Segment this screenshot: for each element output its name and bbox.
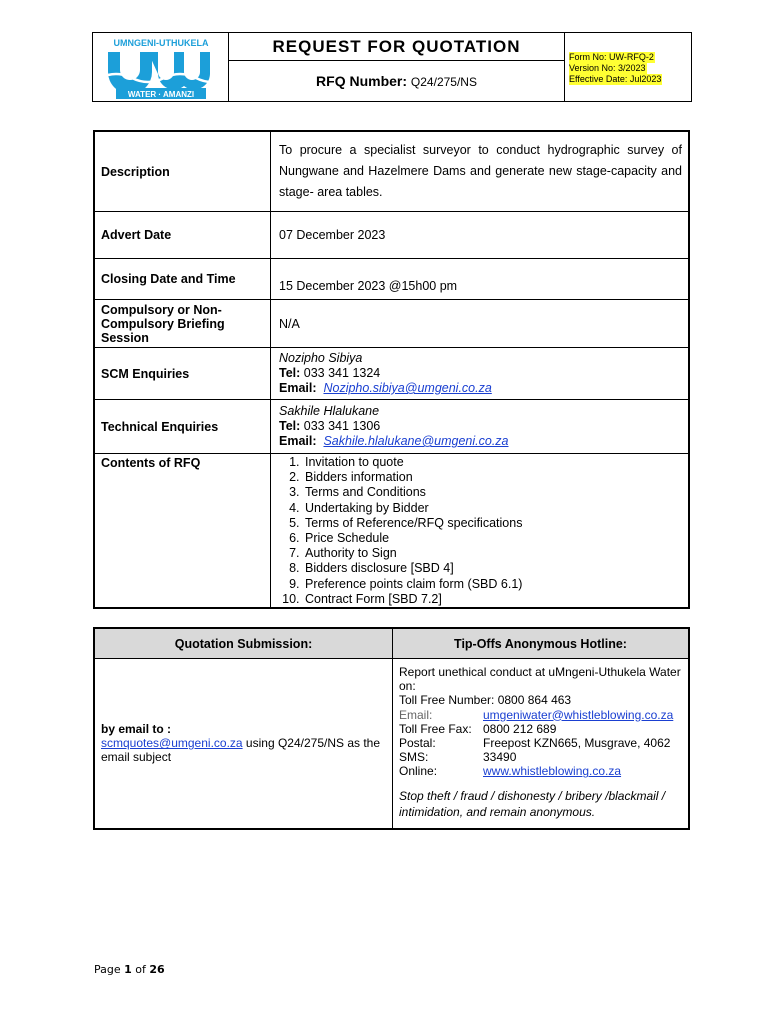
- scm-email-label: Email:: [279, 381, 317, 395]
- rfq-number-value: Q24/275/NS: [410, 75, 477, 89]
- hotline-online-label: Online:: [399, 764, 438, 779]
- table-row: [94, 454, 689, 609]
- hotline-postal-label: Postal:: [399, 736, 436, 751]
- document-header: [92, 32, 692, 102]
- submission-hotline-table: [93, 627, 690, 830]
- form-meta-cell: [565, 33, 691, 101]
- effective-date: Effective Date: Jul2023: [569, 74, 662, 84]
- hotline-postal-value: Freepost KZN665, Musgrave, 4062: [483, 736, 671, 751]
- hotline-cell: [393, 659, 690, 829]
- hotline-intro: Report unethical conduct at uMngeni-Uthukela Water on:: [399, 665, 681, 694]
- tech-email-link[interactable]: Sakhile.hlalukane@umgeni.co.za: [323, 434, 509, 448]
- scm-enquiries-label: SCM Enquiries: [94, 348, 271, 400]
- tech-tel-line: [279, 419, 682, 434]
- submission-email-link[interactable]: scmquotes@umgeni.co.za: [101, 736, 243, 751]
- logo-org-name: UMNGENI-UTHUKELA: [113, 38, 209, 48]
- submission-instruction: [101, 736, 386, 764]
- list-item: 8. Bidders disclosure [SBD 4]: [303, 561, 682, 576]
- hotline-fax-value: 0800 212 689: [483, 721, 557, 736]
- briefing-label: Compulsory or Non-Compulsory Briefing Session: [94, 300, 271, 348]
- page-total: 26: [149, 963, 165, 976]
- hotline-email-link[interactable]: umgeniwater@whistleblowing.co.za: [483, 707, 674, 722]
- list-item: 1. Invitation to quote: [303, 455, 682, 470]
- hotline-fax-label: Toll Free Fax:: [399, 721, 472, 736]
- table-row: [94, 300, 689, 348]
- scm-tel: 033 341 1324: [303, 366, 381, 380]
- tech-tel-label: Tel:: [279, 419, 301, 433]
- table-header-row: [94, 628, 689, 659]
- scm-email-link[interactable]: Nozipho.sibiya@umgeni.co.za: [323, 381, 492, 395]
- table-row: [94, 659, 689, 829]
- scm-enquiries-value: [271, 348, 690, 400]
- rfq-details-table: [93, 130, 690, 609]
- umngeni-uthukela-logo: [94, 34, 228, 100]
- tech-email-line: [279, 434, 682, 449]
- hotline-sms-row: [399, 750, 682, 764]
- closing-date-value: 15 December 2023 @15h00 pm: [271, 259, 690, 300]
- document-title: REQUEST FOR QUOTATION: [229, 33, 564, 61]
- contents-value: [271, 454, 690, 609]
- logo-tagline: WATER · AMANZI: [127, 90, 195, 99]
- table-row: [94, 131, 689, 212]
- hotline-sms-label: SMS:: [399, 750, 429, 765]
- title-cell: [229, 33, 565, 101]
- hotline-closing-note: Stop theft / fraud / dishonesty / bribery /blackmail / intimidation, and remain anonymous.: [399, 788, 666, 819]
- advert-date-label: Advert Date: [94, 212, 271, 259]
- by-email-label: by email to :: [101, 722, 172, 737]
- hotline-toll-free: Toll Free Number: 0800 864 463: [399, 693, 572, 708]
- table-row: [94, 259, 689, 300]
- list-item: 2. Bidders information: [303, 470, 682, 485]
- page-current: 1: [124, 963, 132, 976]
- briefing-value: N/A: [271, 300, 690, 348]
- submission-cell: [94, 659, 393, 829]
- description-text: To procure a specialist surveyor to conduct hydrographic survey of Nungwane and Hazelmere Dams and generate new stage-capacity and stage- area tables.: [279, 143, 682, 199]
- hotline-fax-row: [399, 722, 682, 736]
- list-item: 9. Preference points claim form (SBD 6.1): [303, 577, 682, 592]
- scm-email-line: [279, 381, 682, 396]
- scm-tel-line: [279, 366, 682, 381]
- list-item: 6. Price Schedule: [303, 531, 682, 546]
- hotline-sms-value: 33490: [483, 750, 517, 765]
- quotation-submission-header: Quotation Submission:: [94, 628, 393, 659]
- contents-list: [279, 455, 682, 607]
- hotline-online-link[interactable]: www.whistleblowing.co.za: [483, 764, 622, 779]
- page-of: of: [135, 963, 146, 976]
- list-item: 4. Undertaking by Bidder: [303, 501, 682, 516]
- tipoffs-hotline-header: Tip-Offs Anonymous Hotline:: [393, 628, 690, 659]
- hotline-online-row: [399, 764, 682, 778]
- technical-enquiries-label: Technical Enquiries: [94, 400, 271, 454]
- rfq-number-line: [229, 61, 564, 101]
- hotline-email-row: [399, 708, 682, 722]
- closing-date-label: Closing Date and Time: [94, 259, 271, 300]
- list-item: 3. Terms and Conditions: [303, 485, 682, 500]
- list-item: 5. Terms of Reference/RFQ specifications: [303, 516, 682, 531]
- logo-cell: [93, 33, 229, 101]
- submission-email-suffix: using Q24/275/NS as the email subject: [101, 736, 381, 765]
- form-number: Form No: UW-RFQ-2: [569, 52, 654, 62]
- list-item: 7. Authority to Sign: [303, 546, 682, 561]
- table-row: [94, 212, 689, 259]
- table-row: [94, 348, 689, 400]
- table-row: [94, 400, 689, 454]
- tech-contact-name: Sakhile Hlalukane: [279, 404, 380, 418]
- contents-label: Contents of RFQ: [94, 454, 271, 609]
- scm-tel-label: Tel:: [279, 366, 301, 380]
- description-value: [271, 131, 690, 212]
- version-number: Version No: 3/2023: [569, 63, 646, 73]
- page-footer: [94, 963, 165, 976]
- hotline-email-label: Email:: [399, 707, 433, 722]
- hotline-postal-row: [399, 736, 682, 750]
- page-word: Page: [94, 963, 121, 976]
- tech-tel: 033 341 1306: [303, 419, 381, 433]
- rfq-number-label: RFQ Number:: [316, 73, 408, 89]
- technical-enquiries-value: [271, 400, 690, 454]
- form-meta: [569, 52, 662, 85]
- tech-email-label: Email:: [279, 434, 317, 448]
- list-item: 10. Contract Form [SBD 7.2]: [303, 592, 682, 607]
- description-label: Description: [94, 131, 271, 212]
- advert-date-value: 07 December 2023: [271, 212, 690, 259]
- scm-contact-name: Nozipho Sibiya: [279, 351, 363, 365]
